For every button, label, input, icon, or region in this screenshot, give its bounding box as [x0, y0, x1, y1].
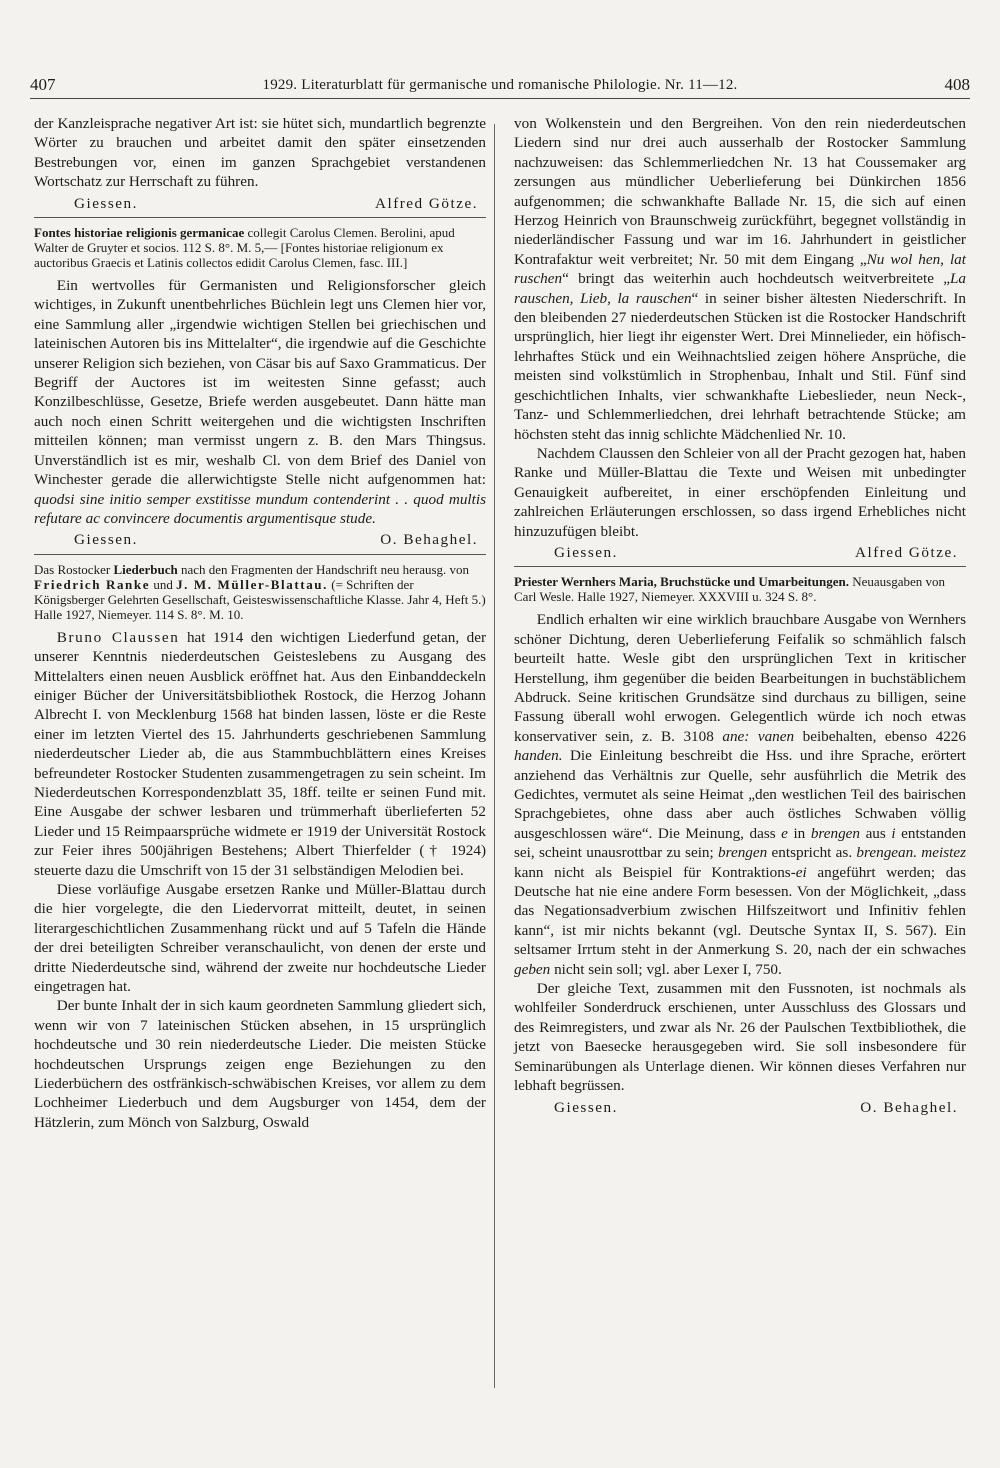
- signature: [514, 1098, 966, 1117]
- review-meta: (= Schriften der Königsberger Gelehrten Gesellschaft, Geisteswissenschaftliche Klasse. Jahr 4, Heft 5.) Halle 1927, Niemeyer. 114 S. 8°. M. 10.: [34, 576, 486, 622]
- page-number-right: 408: [944, 75, 970, 94]
- paragraph-text: in: [793, 824, 806, 842]
- paragraph: Nachdem Claussen den Schleier von all der Pracht gezogen hat, haben Ranke und Müller-Blattau die Texte und Weisen mit unbedingter Genauigkeit aufbereitet, in einer erschöpfenden Einleitung und zahlreichen Erläuterungen erschlossen, so dass irgend Erhebliches nicht hinzuzufügen bleibt.: [514, 444, 966, 540]
- paragraph: [514, 114, 966, 444]
- signature-place: Giessen.: [74, 531, 138, 549]
- quoted-word: handen.: [514, 747, 563, 765]
- paragraph: Diese vorläufige Ausgabe ersetzen Ranke und Müller-Blattau durch die hier vorgelegte, die den Liedervorrat mitteilt, deutet, in seinen literargeschichtlichen Zusammenhang rückt und auf 5 Tafeln die Hände der drei beteiligten Schreiber veranschaulicht, von denen der erste und dritte Niederdeutsche sind, während der zweite nur hochdeutsche Lieder eingetragen hat.: [34, 881, 486, 996]
- review-title: Fontes historiae religionis germanicae: [34, 225, 245, 241]
- paragraph-text: Ein wertvolles für Germanisten und Religionsforscher gleich wichtiges, in Zukunft unentbehrliches Büchlein legt uns Clemen hier vor, eine Sammlung aller „irgendwie wichtigen Stellen bei griechischen und lateinischen Autoren bis ins Mittelalter“, die irgendwie auf die Geschichte unserer Religion sich beziehen, von Cäsar bis auf Saxo Grammaticus. Der Begriff der Auctores ist im weitesten Sinne gefasst; auch Konzilbeschlüsse, Gesetze, Briefe werden ausgebeutet. Dann hätte man auch noch einen Schritt weitergehen und die wichtigsten Inschriften mitteilen können; man vermisst ungern z. B. den Mars Thingsus. Unverständlich ist es mir, weshalb Cl. von dem Brief des Daniel von Winchester gerade die allerwichtigste Stelle nicht aufgenommen hat:: [34, 277, 486, 489]
- quoted-word: e: [781, 824, 788, 842]
- quoted-word: brengean. meistez: [856, 844, 967, 862]
- paragraph: Der gleiche Text, zusammen mit den Fussnoten, ist nochmals als wohlfeiler Sonderdruck erschienen, unter Ausschluss des Glossars und des Reimregisters, und zwar als Nr. 26 der Paulschen Textbibliothek, die jetzt von Baesecke herausgegeben wird. Sie soll insbesondere für Seminarübungen als Unterlage dienen. Wir können dieses Verfahren nur lebhaft begrüssen.: [514, 980, 966, 1095]
- signature: [34, 530, 486, 549]
- paragraph: Der bunte Inhalt der in sich kaum geordneten Sammlung gliedert sich, wenn wir von 7 lateinischen Stücken absehen, in 15 ursprünglich hochdeutsche und 30 rein niederdeutsche Lieder. Die meisten Stücke hochdeutschen Ursprungs zeigen enge Beziehungen zu den Liederbüchern des ostfränkisch-schwäbischen Kreises, vor allem zu dem Lochheimer Liederbuch und dem Augsburger von 1454, dem der Hätzlerin, zum Mönch von Salzburg, Oswald: [34, 997, 486, 1131]
- paragraph-text: aus: [865, 824, 886, 842]
- paragraph-text: hat 1914 den wichtigen Liederfund getan, der unserer Kenntnis niederdeutschen Geisteslebens zu Ausgang des Mittelalters einen neuen Ausblick eröffnet hat. Aus den Einbanddeckeln einiger Bücher der Universitätsbibliothek Rostock, die Herzog Johann Albrecht I. von Mecklenburg 1568 hat binden lassen, löste er die Reste einer im letzten Viertel des 15. Jahrhunderts geschriebenen Sammlung niederdeutscher Lieder ab, die aus Stammbuchblättern eines Kreises befreundeter Rostocker Studenten zusammengetragen zu sein scheint. Im Niederdeutschen Korrespondenzblatt 35, 18ff. teilte er seinen Fund mit. Eine Ausgabe der schwer lesbaren und trümmerhaft überlieferten 52 Lieder und 15 Reimpaarsprüche widmete er 1919 der Universität Rostock zur Feier ihres 500jährigen Bestehens; Albert Thierfelder († 1924) steuerte dazu die Umschrift von 15 der 31 selbständigen Melodien bei.: [34, 628, 486, 879]
- paragraph-text: entstanden sei, scheint unausrottbar zu sein;: [514, 824, 967, 862]
- signature-place: Giessen.: [554, 1098, 618, 1116]
- review-meta: nach den Fragmenten der Handschrift neu herausg. von: [180, 561, 470, 577]
- review-meta: collegit Carolus Clemen. Berolini, apud Walter de Gruyter et socios. 112 S. 8°. M. 5,— [Fontes historiae religionum ex auctoribus Graecis et Latinis collectos edidit Carolus Clemen, fasc. III.]: [34, 225, 455, 271]
- signature-place: Giessen.: [554, 543, 618, 561]
- paragraph-text: “ bringt das weiterhin auch hochdeutsch weitverbreitete „: [562, 270, 950, 288]
- editor-name: J. M. Müller-Blattau.: [176, 576, 328, 592]
- review-title: Liederbuch: [113, 561, 178, 577]
- paragraph-text: Endlich erhalten wir eine wirklich brauchbare Ausgabe von Wernhers schöner Dichtung, deren Ueberlieferung Feifalik so schmählich falsch beurteilt hatte. Wesle gibt den ursprünglichen Text in kritischer Herstellung, ihm gegenüber die beiden Bearbeitungen in buchstäblichem Abdruck. Seine kritischen Grundsätze sind durchaus zu billigen, seine Fassung überall wohl erwogen. Gelegentlich würde ich noch etwas konservativer sein, z. B. 3108: [514, 611, 966, 745]
- author-name: Bruno Claussen: [56, 628, 180, 646]
- journal-title: 1929. Literaturblatt für germanische und romanische Philologie. Nr. 11—12.: [262, 77, 738, 93]
- paragraph-text: angeführt werden; das Deutsche hat nie eine andere Form besessen. Von der Möglichkeit, „dass das Negationsadverbium zwischen Hilfszeitwort und Infinitiv fehlen kann“, ist mir nichts bekannt (vgl. Deutsche Syntax II, S. 567). Ein seltsamer Irrtum steht in der Anmerkung S. 20, nach der ein schwaches: [514, 863, 967, 959]
- song-incipit: La rauschen, Lieb, la rauschen: [514, 270, 966, 307]
- review-heading: [34, 554, 486, 622]
- paragraph-text: “ in seiner bisher ältesten Niederschrift. In den bleibenden 27 niederdeutschen Stücken ist die Rostocker Handschrift ursprünglich, hier liegt ihr eigenster Wert. Drei Minnelieder, ein höfisch-lehrhaftes Stück und ein Weihnachtslied zeigen höhere Ansprüche, die meisten sind volkstümlich in Strophenbau, Inhalt und Stil. Fünf sind geschichtlichen Inhalts, vier schwankhafte Liebeslieder, neun Neck-, Tanz- und Schlemmerliedchen, drei lehrhaft betrachtende Stücke; am höchsten steht das innig schlichte Mädchenlied Nr. 10.: [514, 289, 966, 443]
- page-number-left: 407: [30, 75, 56, 94]
- review-title-prefix: Das Rostocker: [34, 561, 111, 577]
- left-column: [34, 114, 486, 1132]
- right-column: [514, 114, 966, 1121]
- review-heading: [514, 566, 966, 604]
- paragraph: [34, 276, 486, 528]
- signature-name: O. Behaghel.: [380, 531, 478, 549]
- paragraph-text: entspricht as.: [771, 844, 853, 862]
- quoted-word: brengen: [810, 824, 861, 842]
- review-heading: [34, 217, 486, 270]
- column-divider: [494, 124, 495, 1388]
- paragraph-text: Die Einleitung beschreibt die Hss. und ihre Sprache, erörtert anziehend das Verhältnis zur Quelle, sehr ausführlich die Metrik des Gedichtes, vermutet als seine Heimat „den westlichen Teil des bairischen Sprachgebietes, ohne dass aber auch östliches Schwaben völlig ausgeschlossen wäre“. Die Meinung, dass: [514, 747, 966, 842]
- review-meta: Neuausgaben von Carl Wesle. Halle 1927, Niemeyer. XXXVIII u. 324 S. 8°.: [514, 574, 946, 605]
- quoted-word: geben: [514, 960, 551, 978]
- signature-name: Alfred Götze.: [375, 194, 478, 212]
- paragraph: [514, 610, 966, 979]
- paragraph-text: kann nicht als Beispiel für Kontraktions-: [514, 863, 796, 881]
- latin-quote: quodsi sine initio semper exstitisse mundum contenderint . . quod multis refutare ac convincere documentis argumentisque stude.: [34, 490, 486, 527]
- paragraph-text: von Wolkenstein und den Bergreihen. Von den rein niederdeutschen Liedern sind nur drei auch ausserhalb der Rostocker Sammlung nachzuweisen: das Schlemmerliedchen Nr. 13 hat Coussemaker arg zersungen aus mündlicher Ueberlieferung bei Dünkirchen 1856 aufgenommen; die schwankhafte Ballade Nr. 15, die sich auf einen Herzog Heinrich von Braunschweig zurückführt, begegnet vollständig in niederländischer Fassung und war im 16. Jahrhundert in geistlicher Kontrafaktur weit verbreitet; Nr. 50 mit dem Eingang „: [514, 115, 966, 268]
- signature-name: O. Behaghel.: [860, 1098, 958, 1116]
- paragraph-text: nicht sein soll; vgl. aber Lexer I, 750.: [554, 960, 782, 978]
- review-title: Priester Wernhers Maria, Bruchstücke und Umarbeitungen.: [514, 574, 849, 590]
- running-header: [30, 74, 970, 99]
- signature: [514, 543, 966, 562]
- paragraph: der Kanzleisprache negativer Art ist: sie hütet sich, mundartlich begrenzte Wörter zu brauchen und arbeitet damit den später einsetzenden Bestrebungen vor, einen im ganzen Sprachgebiet verstandenen Wortschatz zur Herrschaft zu führen.: [34, 115, 486, 191]
- review-meta-conjunction: und: [153, 576, 173, 592]
- signature: [34, 194, 486, 213]
- quoted-word: ei: [795, 863, 807, 881]
- quoted-word: ane: vanen: [722, 727, 795, 745]
- paragraph: [34, 628, 486, 880]
- signature-name: Alfred Götze.: [855, 543, 958, 561]
- song-incipit: Nu wol hen, lat ruschen: [514, 250, 966, 288]
- quoted-word: brengen: [718, 844, 768, 862]
- paragraph-text: beibehalten, ebenso 4226: [802, 727, 966, 745]
- signature-place: Giessen.: [74, 194, 138, 212]
- editor-name: Friedrich Ranke: [34, 576, 151, 592]
- quoted-word: i: [891, 824, 896, 842]
